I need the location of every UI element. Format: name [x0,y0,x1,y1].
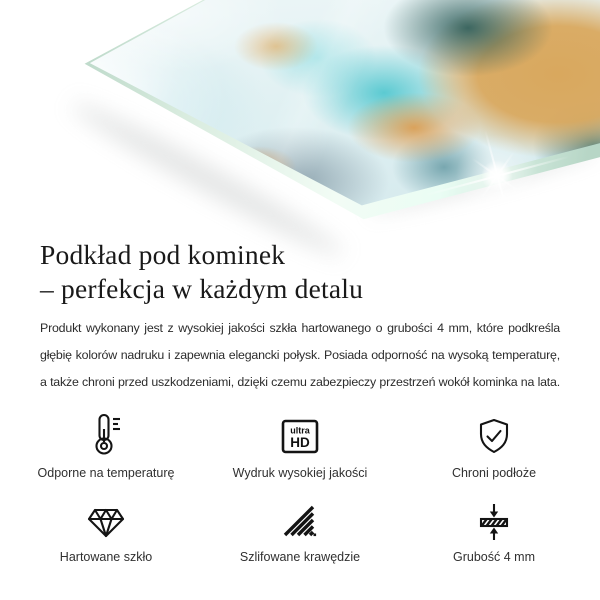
feature-label: Wydruk wysokiej jakości [232,466,368,480]
feature-protects-floor [414,411,574,480]
shield-check-icon [474,411,514,458]
polished-edges-icon [280,495,320,542]
features-grid [0,411,600,564]
feature-label: Grubość 4 mm [453,550,535,564]
feature-temperature-resistant [26,411,186,480]
product-photo [0,0,600,232]
thermometer-icon [87,411,125,458]
feature-tempered-glass [26,495,186,564]
ultra-hd-icon [279,411,321,458]
svg-text:HD: HD [290,435,310,450]
feature-polished-edges [220,495,380,564]
description-line: a także chroni przed uszkodzeniami, dzięki czemu zabezpieczy przestrzeń wokół kominka na lata. [40,375,560,389]
page-title [40,238,560,306]
thickness-icon [474,495,514,542]
description-line: Produkt wykonany jest z wysokiej jakości szkła hartowanego o grubości 4 mm, które podkreśla [40,321,560,335]
feature-print-quality [220,411,380,480]
description-line: głębię kolorów nadruku i zapewnia elegancki połysk. Posiada odporność na wysoką temperaturę, [40,348,560,362]
feature-label: Szlifowane krawędzie [239,550,361,564]
feature-label: Hartowane szkło [59,550,153,564]
product-description [40,315,560,396]
title-line-1: Podkład pod kominek [40,239,286,270]
feature-thickness [414,495,574,564]
feature-label: Chroni podłoże [451,466,537,480]
diamond-icon [86,495,126,542]
feature-label: Odporne na temperaturę [37,466,175,480]
product-info [0,232,600,396]
title-line-2: – perfekcja w każdym detalu [40,273,364,304]
svg-text:ultra: ultra [290,425,310,436]
